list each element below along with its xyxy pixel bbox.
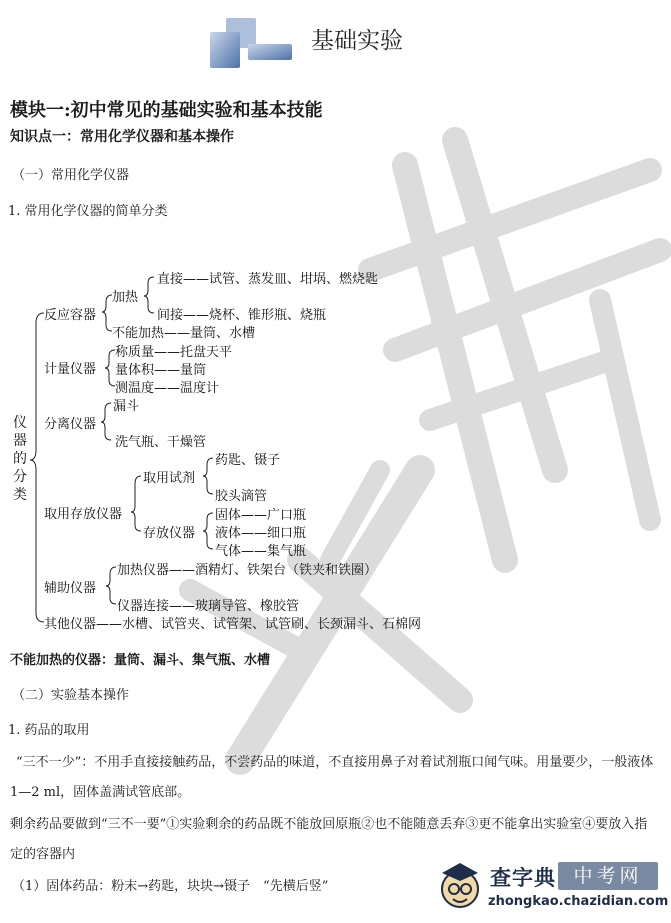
section-heading: （二）实验基本操作 <box>12 688 130 703</box>
tree-leaf-measure: 测温度——温度计 <box>115 381 220 396</box>
tree-leaf-measure: 量体积——量筒 <box>115 363 207 378</box>
tree-node-heating: 加热 <box>112 290 139 305</box>
tree-node-other: 其他仪器——水槽、试管夹、试管架、试管刷、长颈漏斗、石棉网 <box>44 617 422 632</box>
tree-leaf-aux: 仪器连接——玻璃导管、橡胶管 <box>117 599 300 614</box>
tree-leaf-store: 气体——集气瓶 <box>215 544 307 559</box>
footer-url: zhongkao.chazidian.com <box>488 894 669 909</box>
subsection-heading: 1. 常用化学仪器的简单分类 <box>8 204 168 219</box>
subsection-heading: 1. 药品的取用 <box>8 723 90 738</box>
tree-leaf-separate: 漏斗 <box>113 399 140 414</box>
tree-leaf-aux: 加热仪器——酒精灯、铁架台（铁夹和铁圈） <box>117 563 378 578</box>
page-title: 基础实验 <box>311 28 403 54</box>
tree-leaf-store: 固体——广口瓶 <box>215 508 307 523</box>
tree-leaf-direct: 直接——试管、蒸发皿、坩埚、燃烧匙 <box>157 272 379 287</box>
knowledge-point-heading: 知识点一：常用化学仪器和基本操作 <box>10 129 234 145</box>
paragraph: 剩余药品要做到“三不一要”①实验剩余的药品既不能放回原瓶②也不能随意丢弃③更不能拿出实验室④要放入指定的容器内 <box>10 817 648 862</box>
paragraph: （1）固体药品：粉末→药匙，块块→镊子 “先横后竖” <box>12 879 329 894</box>
section-heading: （一）常用化学仪器 <box>12 168 130 183</box>
module-heading: 模块一:初中常见的基础实验和基本技能 <box>10 100 323 121</box>
tree-node-store: 存放仪器 <box>143 526 196 541</box>
tree-leaf-separate: 洗气瓶、干燥管 <box>115 435 207 450</box>
tree-leaf-take: 药匙、镊子 <box>215 453 281 468</box>
tree-leaf-store: 液体——细口瓶 <box>215 526 307 541</box>
tree-node-measure: 计量仪器 <box>44 362 97 377</box>
footer-brand-box-text: 中考网 <box>573 865 643 887</box>
tree-node-reaction: 反应容器 <box>44 308 97 323</box>
footer-brand-text: 查字典 <box>490 866 556 890</box>
tree-leaf-indirect: 间接——烧杯、锥形瓶、烧瓶 <box>157 308 327 323</box>
tree-node-storage: 取用存放仪器 <box>44 507 123 522</box>
note-text: 不能加热的仪器：量筒、漏斗、集气瓶、水槽 <box>10 653 271 668</box>
tree-node-aux: 辅助仪器 <box>44 581 97 596</box>
tree-leaf-no-heat: 不能加热——量筒、水槽 <box>112 326 256 341</box>
tree-node-separate: 分离仪器 <box>44 417 97 432</box>
footer-brand-box <box>558 862 658 890</box>
paragraph: “三不一少”：不用手直接接触药品，不尝药品的味道，不直接用鼻子对着试剂瓶口闻气味。用量要少，一般液体 1—2 ml，固体盖满试管底部。 <box>10 755 654 800</box>
tree-root-label: 仪器的分类 <box>13 415 27 503</box>
tree-leaf-take: 胶头滴管 <box>215 489 268 504</box>
tree-node-take: 取用试剂 <box>143 471 196 486</box>
tree-leaf-measure: 称质量——托盘天平 <box>115 345 233 360</box>
